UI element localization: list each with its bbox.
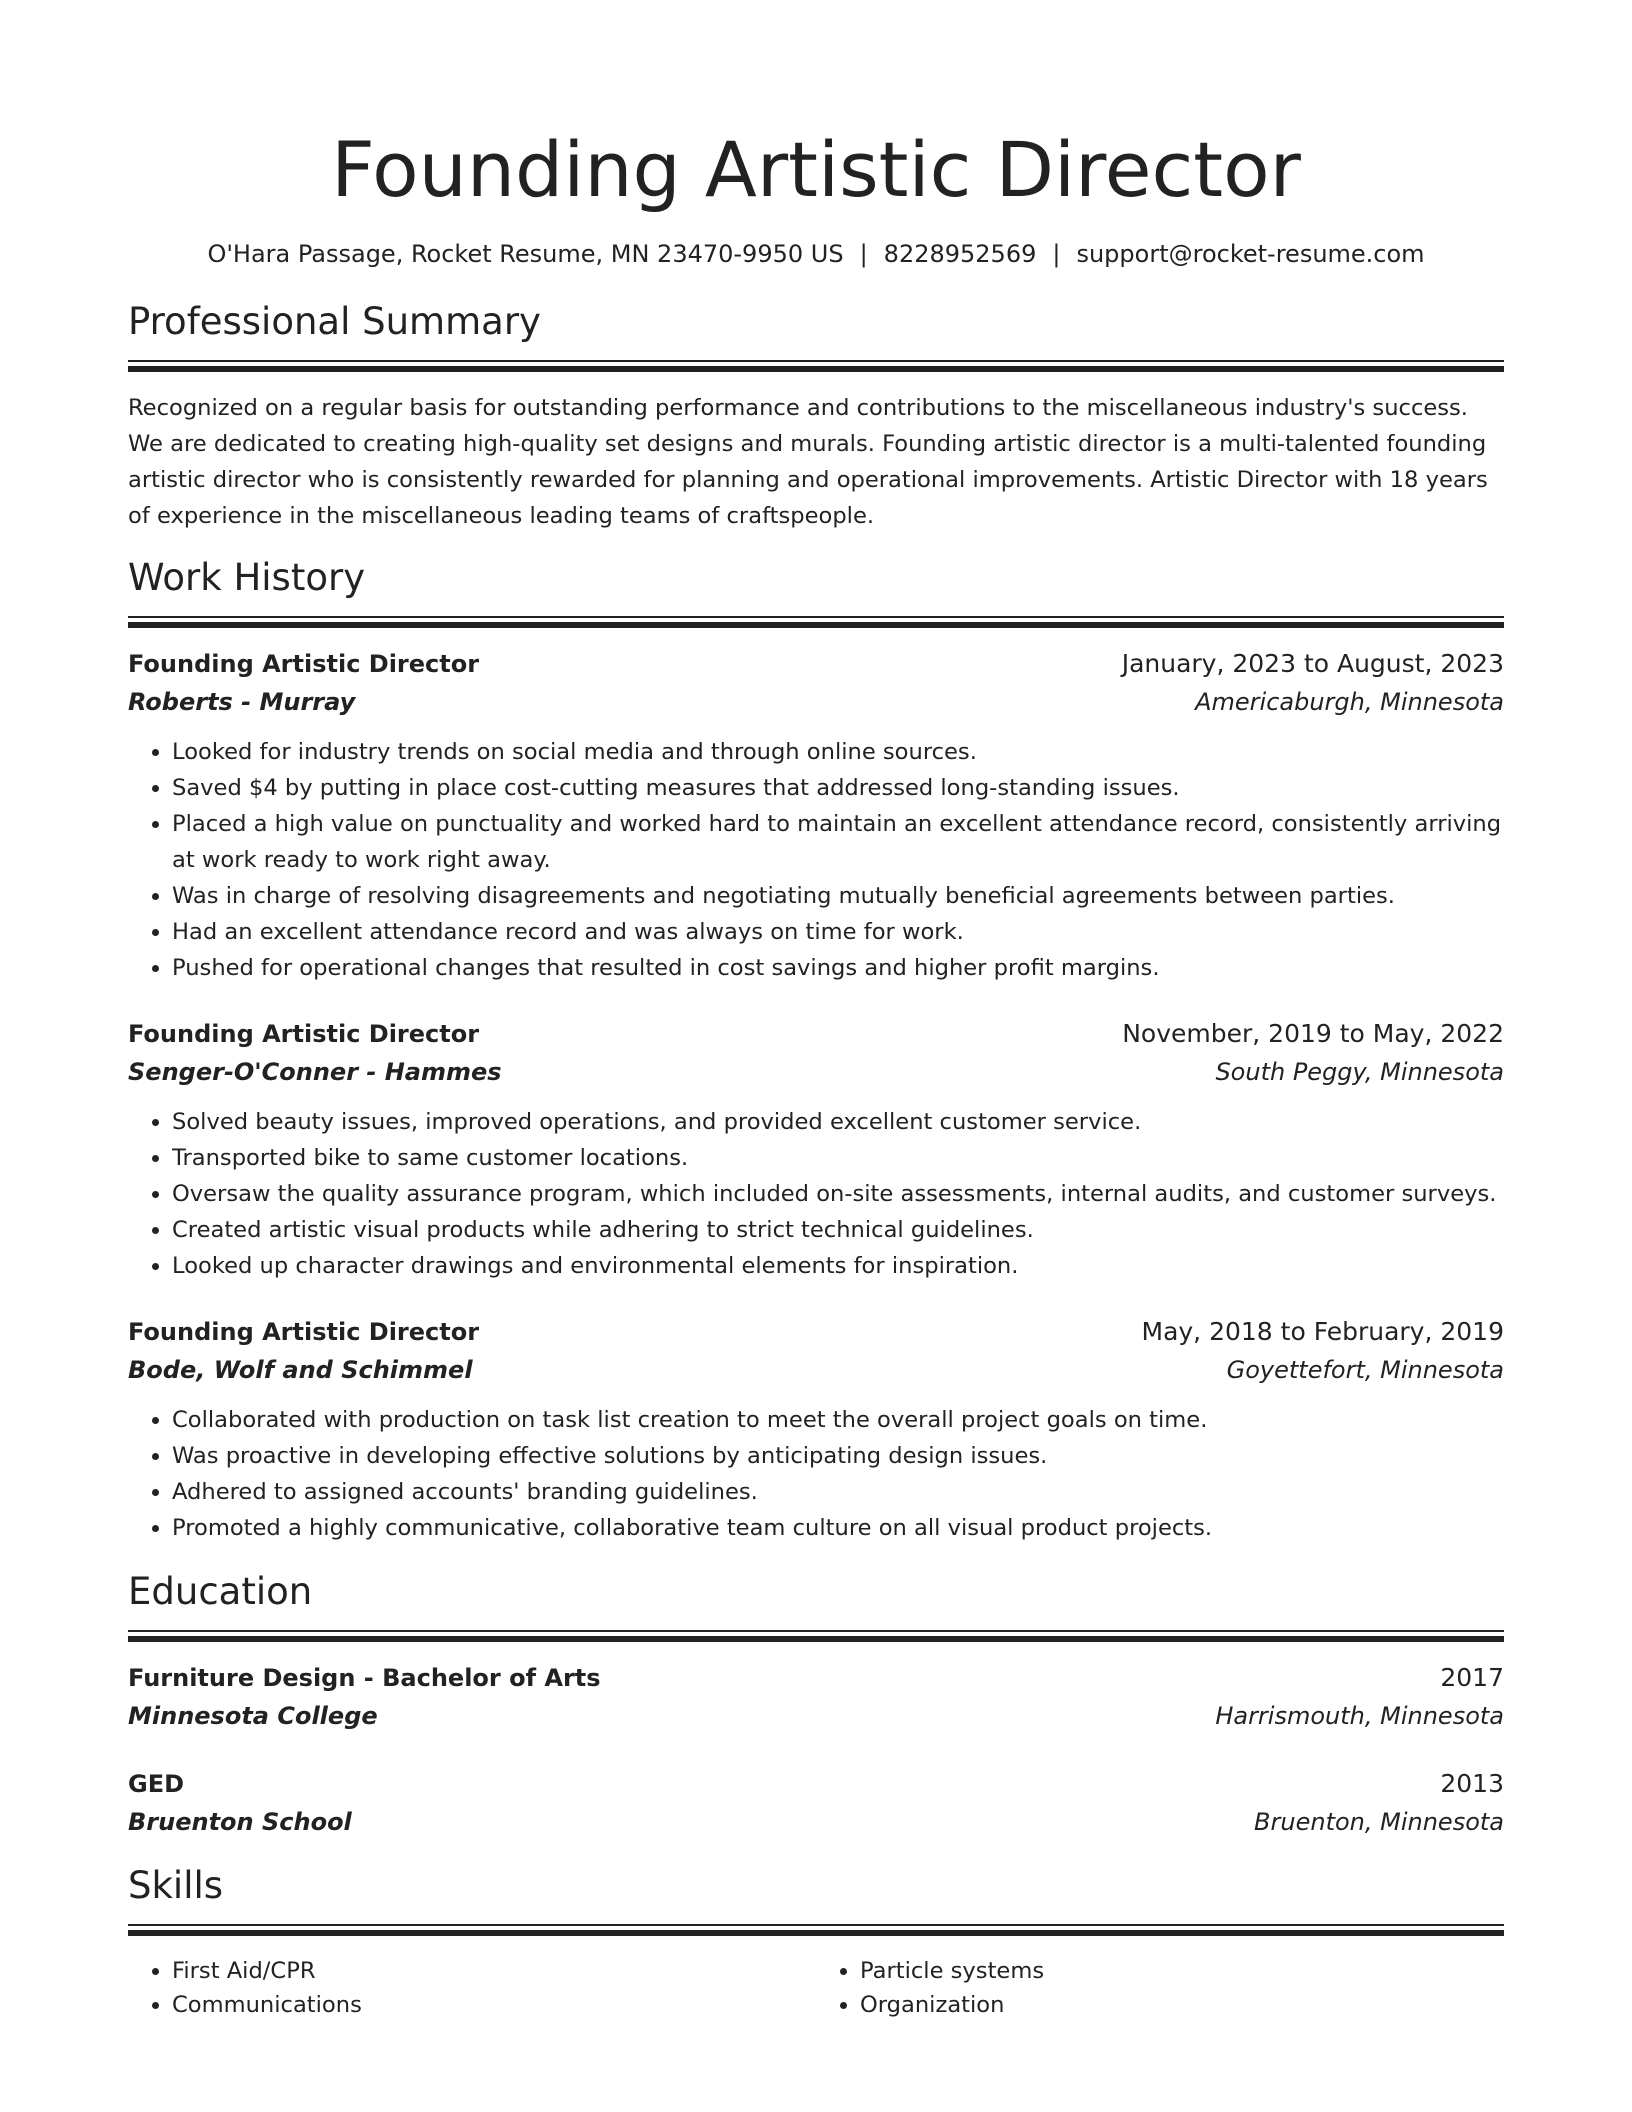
job-dates: May, 2018 to February, 2019 bbox=[1141, 1317, 1504, 1346]
job-bullet: • Looked for industry trends on social media and through online sources. bbox=[172, 734, 1504, 770]
education-school: Bruenton School bbox=[128, 1808, 352, 1836]
job-bullet: • Had an excellent attendance record and was always on time for work. bbox=[172, 914, 1504, 950]
skills-column-right bbox=[816, 1954, 1504, 2022]
section-title-education: Education bbox=[128, 1570, 313, 1613]
job-bullets bbox=[128, 1402, 1504, 1546]
section-title-skills: Skills bbox=[128, 1864, 224, 1907]
job-location: Americaburgh, Minnesota bbox=[1195, 688, 1504, 716]
job-title: Founding Artistic Director bbox=[128, 1318, 480, 1346]
job-bullet: • Adhered to assigned accounts' branding guidelines. bbox=[172, 1474, 1504, 1510]
job-title: Founding Artistic Director bbox=[128, 1020, 480, 1048]
contact-email: support@rocket-resume.com bbox=[1076, 240, 1425, 268]
job-dates: January, 2023 to August, 2023 bbox=[1121, 649, 1504, 678]
education-entry bbox=[128, 1766, 1504, 1842]
skill-item: • First Aid/CPR bbox=[172, 1954, 816, 1988]
job-bullet: • Placed a high value on punctuality and worked hard to maintain an excellent attendance record, consistently arriving at work ready to work right away. bbox=[172, 806, 1504, 878]
section-divider bbox=[128, 360, 1504, 372]
job-bullet: • Created artistic visual products while adhering to strict technical guidelines. bbox=[172, 1212, 1504, 1248]
job-bullet: • Promoted a highly communicative, collaborative team culture on all visual product projects. bbox=[172, 1510, 1504, 1546]
section-title-work-history: Work History bbox=[128, 556, 366, 599]
job-entry bbox=[128, 646, 1504, 986]
skills-grid bbox=[128, 1954, 1504, 2022]
summary-section bbox=[128, 298, 1504, 534]
job-title: Founding Artistic Director bbox=[128, 650, 480, 678]
job-company: Bode, Wolf and Schimmel bbox=[128, 1356, 473, 1384]
candidate-name: Founding Artistic Director bbox=[331, 125, 1301, 214]
contact-address: O'Hara Passage, Rocket Resume, MN 23470-9950 US bbox=[207, 240, 844, 268]
section-divider bbox=[128, 1924, 1504, 1936]
job-location: South Peggy, Minnesota bbox=[1215, 1058, 1504, 1086]
skills-section bbox=[128, 1862, 1504, 2022]
skills-column-left bbox=[128, 1954, 816, 2022]
contact-phone: 8228952569 bbox=[883, 240, 1037, 268]
skill-item: • Communications bbox=[172, 1988, 816, 2022]
education-year: 2013 bbox=[1440, 1769, 1504, 1798]
contact-line bbox=[128, 238, 1504, 270]
job-company: Senger-O'Conner - Hammes bbox=[128, 1058, 502, 1086]
job-dates: November, 2019 to May, 2022 bbox=[1122, 1019, 1504, 1048]
education-degree: Furniture Design - Bachelor of Arts bbox=[128, 1664, 601, 1692]
section-title-summary: Professional Summary bbox=[128, 300, 541, 343]
job-bullet: • Transported bike to same customer locations. bbox=[172, 1140, 1504, 1176]
section-divider bbox=[128, 1630, 1504, 1642]
summary-text: Recognized on a regular basis for outstanding performance and contributions to the miscellaneous industry's success. We are dedicated to creating high-quality set designs and murals. Founding artistic director is a multi-talented founding artistic director who is consistently rewarded for planning and operational improvements. Artistic Director with 18 years of experience in the miscellaneous leading teams of craftspeople. bbox=[128, 395, 1488, 529]
job-entry bbox=[128, 1314, 1504, 1546]
job-bullet: • Oversaw the quality assurance program, which included on-site assessments, internal audits, and customer surveys. bbox=[172, 1176, 1504, 1212]
job-bullet: • Collaborated with production on task list creation to meet the overall project goals on time. bbox=[172, 1402, 1504, 1438]
job-bullet: • Pushed for operational changes that resulted in cost savings and higher profit margins. bbox=[172, 950, 1504, 986]
job-bullet: • Was proactive in developing effective solutions by anticipating design issues. bbox=[172, 1438, 1504, 1474]
job-entry bbox=[128, 1016, 1504, 1284]
education-school: Minnesota College bbox=[128, 1702, 378, 1730]
education-section bbox=[128, 1568, 1504, 1842]
job-company: Roberts - Murray bbox=[128, 688, 356, 716]
education-location: Bruenton, Minnesota bbox=[1254, 1808, 1504, 1836]
job-bullet: • Saved $4 by putting in place cost-cutting measures that addressed long-standing issues. bbox=[172, 770, 1504, 806]
job-bullet: • Looked up character drawings and environmental elements for inspiration. bbox=[172, 1248, 1504, 1284]
work-history-section bbox=[128, 554, 1504, 1546]
job-location: Goyettefort, Minnesota bbox=[1226, 1356, 1504, 1384]
job-bullet: • Solved beauty issues, improved operations, and provided excellent customer service. bbox=[172, 1104, 1504, 1140]
job-bullet: • Was in charge of resolving disagreements and negotiating mutually beneficial agreements between parties. bbox=[172, 878, 1504, 914]
contact-separator: | bbox=[1052, 240, 1061, 268]
contact-separator: | bbox=[859, 240, 868, 268]
job-bullets bbox=[128, 734, 1504, 986]
job-bullets bbox=[128, 1104, 1504, 1284]
resume-page bbox=[128, 0, 1504, 2022]
education-entry bbox=[128, 1660, 1504, 1736]
section-divider bbox=[128, 616, 1504, 628]
skill-item: • Particle systems bbox=[860, 1954, 1504, 1988]
education-year: 2017 bbox=[1440, 1663, 1504, 1692]
skill-item: • Organization bbox=[860, 1988, 1504, 2022]
education-location: Harrismouth, Minnesota bbox=[1215, 1702, 1504, 1730]
education-degree: GED bbox=[128, 1770, 185, 1798]
